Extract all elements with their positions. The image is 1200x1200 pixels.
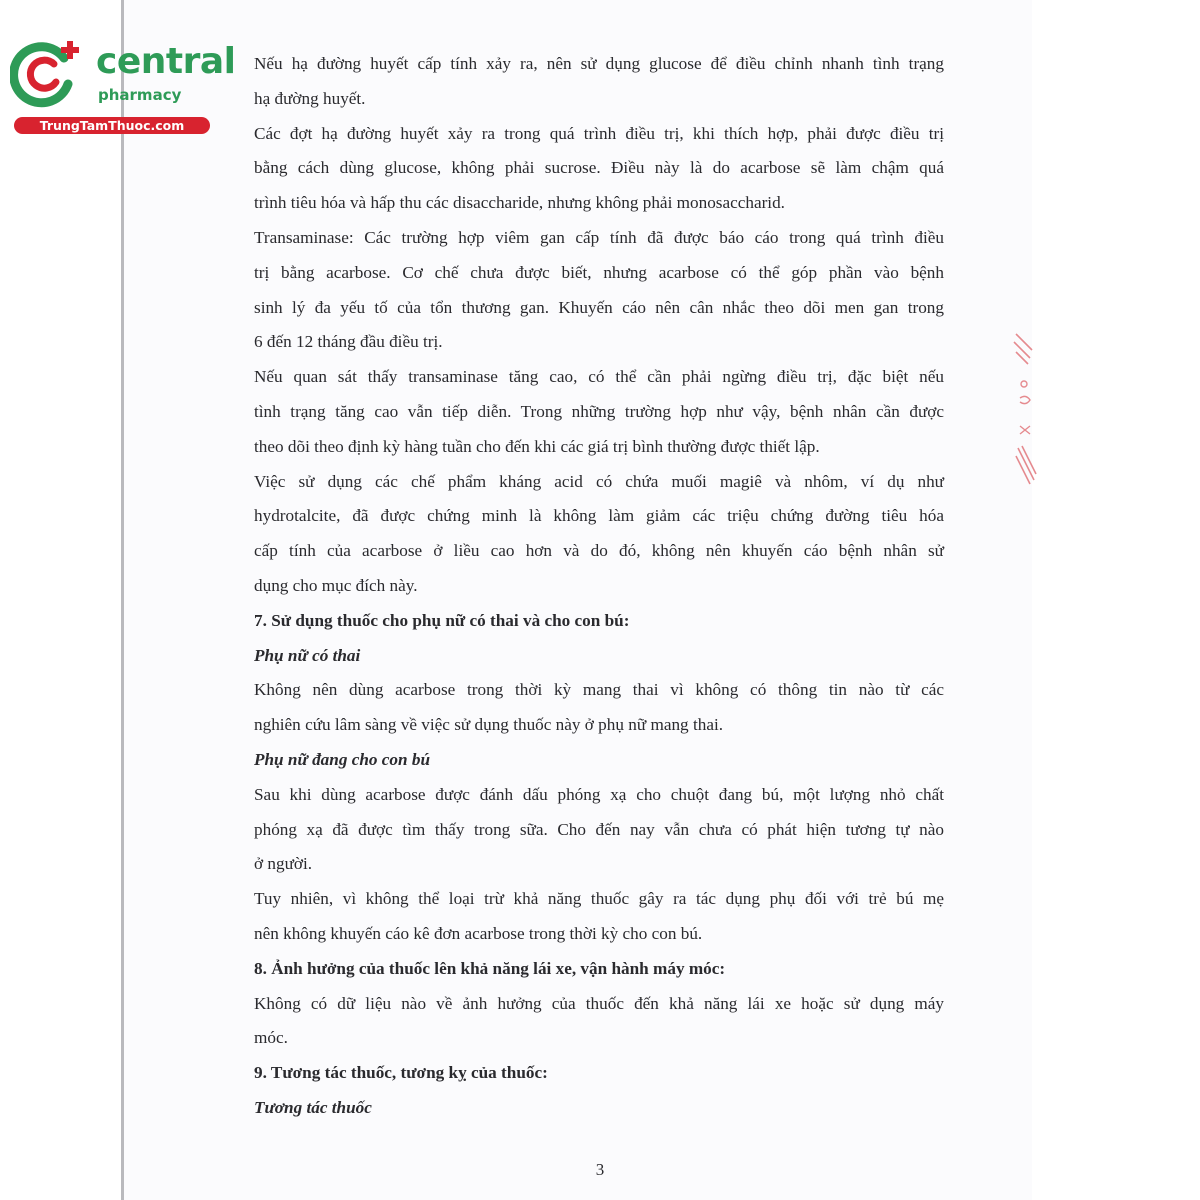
text-line: Nếu quan sát thấy transaminase tăng cao, có thể cần phải ngừng điều trị, đặc biệt nếu [254, 367, 944, 387]
text-line: theo dõi theo định kỳ hàng tuần cho đến khi các giá trị bình thường được thiết lập. [254, 436, 820, 456]
text-line: trị bằng acarbose. Cơ chế chưa được biết, nhưng acarbose có thể góp phần vào bệnh [254, 262, 944, 282]
logo-wordmark: central [96, 41, 236, 82]
text-line: trình tiêu hóa và hấp thu các disaccharide, nhưng không phải monosaccharid. [254, 193, 785, 213]
text-line: dụng cho mục đích này. [254, 575, 418, 595]
text-line: phóng xạ đã được tìm thấy trong sữa. Cho đến nay vẫn chưa có phát hiện tương tự nào [254, 819, 944, 839]
subsection-heading: Phụ nữ đang cho con bú [254, 749, 431, 769]
text-line: hydrotalcite, đã được chứng minh là không làm giảm các triệu chứng đường tiêu hóa [254, 506, 944, 526]
scan-background-right [1032, 0, 1200, 1200]
section-heading: 7. Sử dụng thuốc cho phụ nữ có thai và cho con bú: [254, 610, 630, 630]
text-line: 6 đến 12 tháng đầu điều trị. [254, 332, 443, 352]
text-line: Sau khi dùng acarbose được đánh dấu phóng xạ cho chuột đang bú, một lượng nhỏ chất [254, 784, 944, 804]
logo-subtitle: pharmacy [98, 86, 182, 104]
page-number: 3 [595, 1160, 605, 1179]
text-line: sinh lý đa yếu tố của tổn thương gan. Khuyến cáo nên cân nhắc theo dõi men gan trong [254, 297, 944, 317]
text-line: hạ đường huyết. [254, 88, 366, 108]
text-line: Các đợt hạ đường huyết xảy ra trong quá trình điều trị, khi thích hợp, phải được điều trị [254, 123, 944, 143]
text-line: Transaminase: Các trường hợp viêm gan cấp tính đã được báo cáo trong quá trình điều [254, 227, 944, 247]
text-line: Việc sử dụng các chế phẩm kháng acid có chứa muối magiê và nhôm, ví dụ như [254, 471, 944, 491]
text-line: móc. [254, 1028, 288, 1048]
central-pharmacy-logo[interactable] [10, 38, 236, 138]
text-line: Không có dữ liệu nào về ảnh hưởng của thuốc đến khả năng lái xe hoặc sử dụng máy [254, 993, 944, 1013]
text-line: tình trạng tăng cao vẫn tiếp diễn. Trong những trường hợp như vậy, bệnh nhân cần được [254, 401, 944, 421]
text-line: nên không khuyến cáo kê đơn acarbose trong thời kỳ cho con bú. [254, 923, 703, 943]
subsection-heading: Tương tác thuốc [254, 1097, 372, 1117]
logo-website: TrungTamThuoc.com [14, 117, 210, 134]
text-line: Tuy nhiên, vì không thể loại trừ khả năng thuốc gây ra tác dụng phụ đối với trẻ bú mẹ [254, 889, 944, 909]
scan-background-left [0, 0, 121, 1200]
text-line: Nếu hạ đường huyết cấp tính xảy ra, nên sử dụng glucose để điều chỉnh nhanh tình trạng [254, 54, 944, 73]
text-line: Không nên dùng acarbose trong thời kỳ mang thai vì không có thông tin nào từ các [254, 680, 944, 700]
subsection-heading: Phụ nữ có thai [254, 645, 361, 665]
section-heading: 8. Ảnh hưởng của thuốc lên khả năng lái xe, vận hành máy móc: [254, 958, 726, 978]
text-line: nghiên cứu lâm sàng về việc sử dụng thuốc này ở phụ nữ mang thai. [254, 715, 724, 735]
pharmacy-cross-icon [10, 38, 90, 110]
section-heading: 9. Tương tác thuốc, tương kỵ của thuốc: [254, 1063, 548, 1083]
text-line: ở người. [254, 854, 313, 874]
stamp-mark [1010, 330, 1040, 485]
text-line: cấp tính của acarbose ở liều cao hơn và do đó, không nên khuyến cáo bệnh nhân sử [254, 541, 944, 561]
text-line: bằng cách dùng glucose, không phải sucrose. Điều này là do acarbose sẽ làm chậm quá [254, 158, 944, 178]
document-body [254, 47, 944, 1126]
